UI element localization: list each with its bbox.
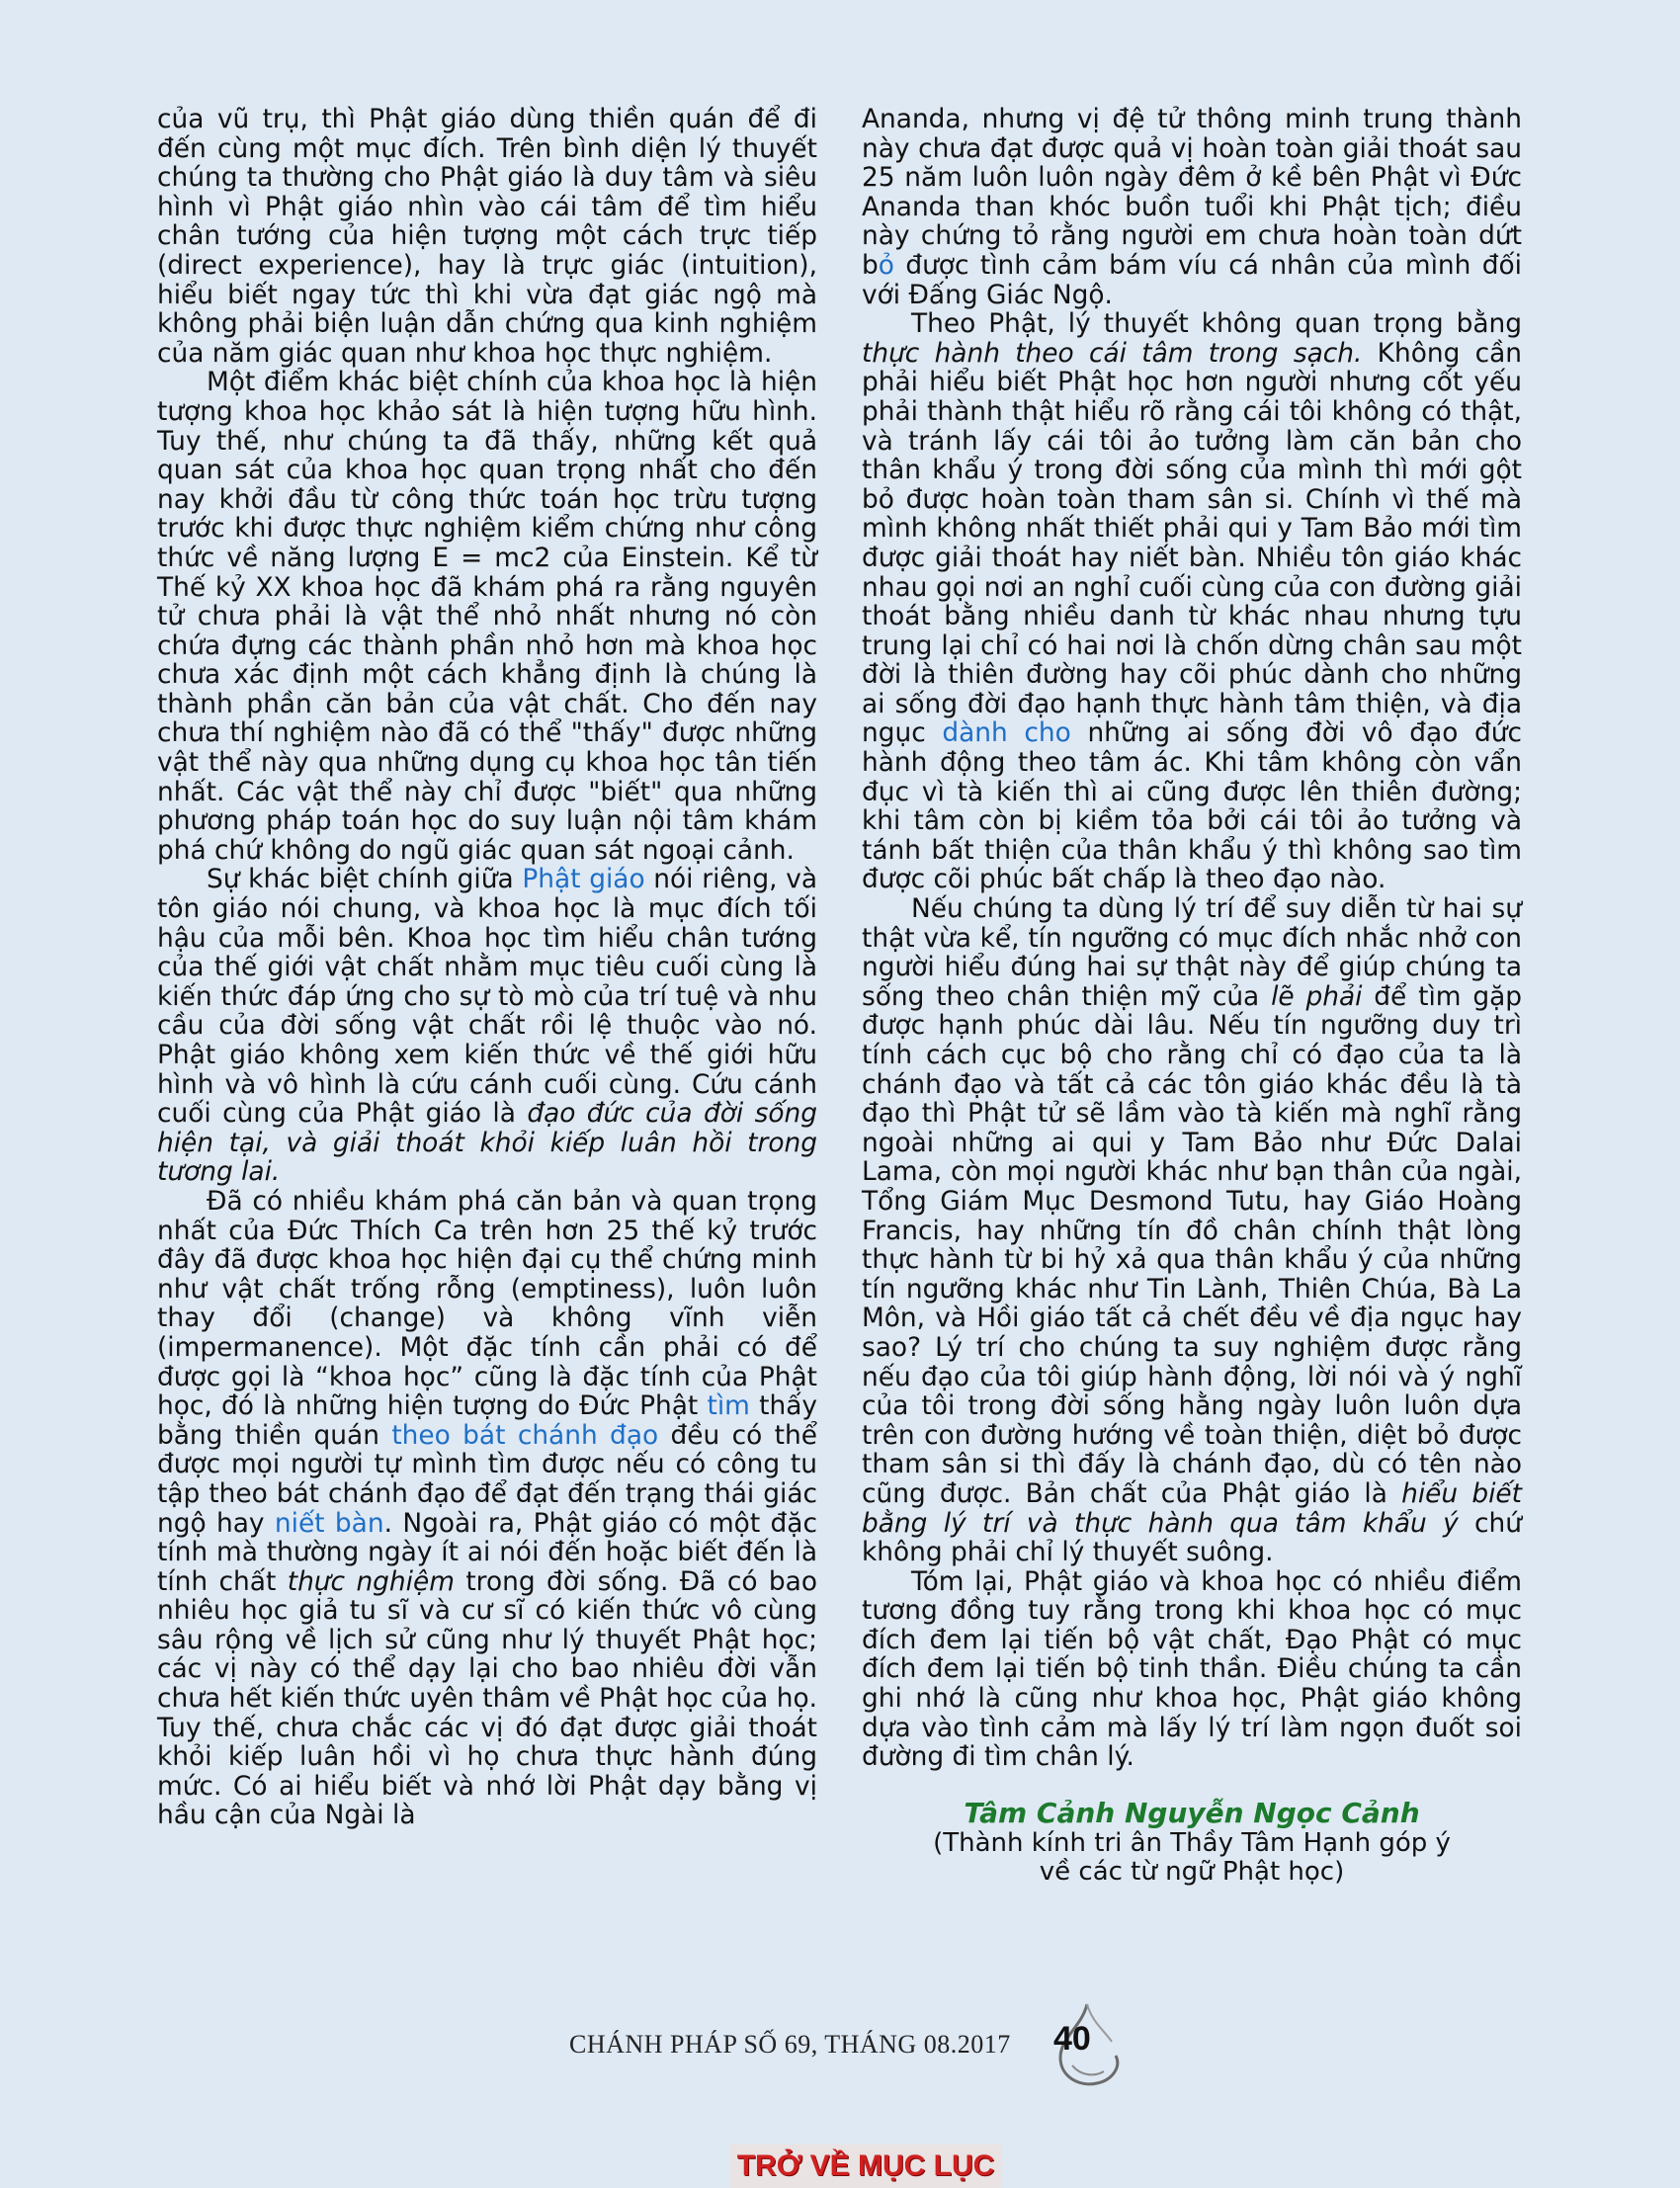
link-tim[interactable]: tìm xyxy=(707,1390,750,1422)
link-theo-bat-chanh-dao[interactable]: theo bát chánh đạo xyxy=(391,1419,659,1451)
emphasis: hiểu biết bằng lý trí và thực hành qua tâm khẩu ý xyxy=(862,1477,1522,1539)
text: thấy bằng thiền quán xyxy=(157,1390,817,1451)
page-number: 40 xyxy=(1053,2020,1091,2058)
author-name: Tâm Cảnh Nguyễn Ngọc Cảnh xyxy=(964,1796,1420,1829)
paragraph xyxy=(157,1187,817,1830)
publication-footer: CHÁNH PHÁP SỐ 69, THÁNG 08.2017 xyxy=(569,2030,1011,2059)
link-niet-ban[interactable]: niết bàn xyxy=(274,1507,384,1539)
paragraph: của vũ trụ, thì Phật giáo dùng thiền quán để đi đến cùng một mục đích. Trên bình diện lý thuyết chúng ta thường cho Phật giáo là duy tâm và siêu hình vì Phật giáo nhìn vào cái tâm để tìm hiểu chân tướng của hiện tượng một cách trực tiếp (direct experience), hay là trực giác (intuition), hiểu biết ngay tức thì khi vừa đạt giác ngộ mà không phải biện luận dẫn chứng qua kinh nghiệm của năm giác quan như khoa học thực nghiệm. xyxy=(157,104,817,369)
text: những ai sống đời vô đạo đức hành động theo tâm ác. Khi tâm không còn vẩn đục vì tà kiến thì ai cũng được lên thiên đường; khi tâm còn bị kiềm tỏa bởi cái tôi ảo tưởng và tánh bất thiện của thân khẩu ý thì không sao tìm được cõi phúc bất chấp là theo đạo nào. xyxy=(862,717,1522,895)
author-note: về các từ ngữ Phật học) xyxy=(1039,1856,1345,1887)
text: Nếu chúng ta dùng lý trí để suy diễn từ hai sự thật vừa kể, tín ngưỡng có mục đích nhắc nhở con người hiểu đúng hai sự thật này để giúp chúng ta sống theo chân thiện mỹ của xyxy=(862,893,1522,1012)
left-column xyxy=(157,105,817,1830)
text: chứ không phải chỉ lý thuyết suông. xyxy=(862,1507,1522,1568)
right-column xyxy=(862,105,1522,1887)
paragraph xyxy=(862,105,1522,309)
link-danh-cho[interactable]: dành cho xyxy=(942,717,1071,749)
paragraph: Một điểm khác biệt chính của khoa học là hiện tượng khoa học khảo sát là hiện tượng hữu hình. Tuy thế, như chúng ta đã thấy, những kết quả quan sát của khoa học quan trọng nhất cho đến nay khởi đầu từ công thức toán học trừu tượng trước khi được thực nghiệm kiểm chứng như công thức về năng lượng E = mc2 của Einstein. Kể từ Thế kỷ XX khoa học đã khám phá ra rằng nguyên tử chưa phải là vật thể nhỏ nhất nhưng nó còn chứa đựng các thành phần nhỏ hơn mà khoa học chưa xác định một cách khẳng định là chúng là thành phần căn bản của vật chất. Cho đến nay chưa thí nghiệm nào đã có thể "thấy" được những vật thể này qua những dụng cụ khoa học tân tiến nhất. Các vật thể này chỉ được "biết" qua những phương pháp toán học do suy luận nội tâm khám phá chứ không do ngũ giác quan sát ngoại cảnh. xyxy=(157,367,817,866)
text: Ananda, nhưng vị đệ tử thông minh trung thành này chưa đạt được quả vị hoàn toàn giải thoát sau 25 năm luôn luôn ngày đêm ở kề bên Phật vì Đức Ananda than khóc buồn tuổi khi Phật tịch; điều này chứng tỏ rằng người em chưa hoàn toàn dứt b xyxy=(862,104,1522,281)
text: Không cần phải hiểu biết Phật học hơn người nhưng cốt yếu phải thành thật hiểu rõ rằng cái tôi không có thật, và tránh lấy cái tôi ảo tưởng làm căn bản cho thân khẩu ý trong đời sống của mình thì mới gột bỏ được hoàn toàn tham sân si. Chính vì thế mà mình không nhất thiết phải qui y Tam Bảo mới tìm được giải thoát hay niết bàn. Nhiều tôn giáo khác nhau gọi nơi an nghỉ cuối cùng của con đường giải thoát bằng nhiều danh từ khác nhau nhưng tựu trung lại chỉ có hai nơi là chốn dừng chân sau một đời là thiên đường hay cõi phúc dành cho những ai sống đời đạo hạnh thực hành tâm thiện, và địa ngục xyxy=(862,337,1523,749)
paragraph: Tóm lại, Phật giáo và khoa học có nhiều điểm tương đồng tuy rằng trong khi khoa học có mục đích đem lại tiến bộ vật chất, Đạo Phật có mục đích đem lại tiến bộ tinh thần. Điều chúng ta cần ghi nhớ là cũng như khoa học, Phật giáo không dựa vào tình cảm mà lấy lý trí làm ngọn đuốt soi đường đi tìm chân lý. xyxy=(862,1565,1522,1773)
text: trong đời sống. Đã có bao nhiêu học giả tu sĩ và cư sĩ có kiến thức vô cùng sâu rộng về lịch sử cũng như lý thuyết Phật học; các vị này có thể dạy lại cho bao nhiêu đời vẫn chưa hết kiến thức uyên thâm về Phật học của họ. Tuy thế, chưa chắc các vị đó đạt được giải thoát khỏi kiếp luân hồi vì họ chưa thực hành đúng mức. Có ai hiểu biết và nhớ lời Phật dạy bằng vị hầu cận của Ngài là xyxy=(157,1565,817,1831)
emphasis: thực nghiệm xyxy=(287,1565,455,1597)
text: nói riêng, và tôn giáo nói chung, và khoa học là mục đích tối hậu của mỗi bên. Khoa học tìm hiểu chân tướng của thế giới vật chất nhằm mục tiêu cuối cùng là kiến thức đáp ứng cho sự tò mò của trí tuệ và nhu cầu của đời sống vật chất rồi lệ thuộc vào nó. Phật giáo không xem kiến thức về thế giới hữu hình và vô hình là cứu cánh cuối cùng. Cứu cánh cuối cùng của Phật giáo là xyxy=(157,864,817,1130)
text: Đã có nhiều khám phá căn bản và quan trọng nhất của Đức Thích Ca trên hơn 25 thế kỷ trước đây đã được khoa học hiện đại cụ thể chứng minh như vật chất trống rỗng (emptiness), luôn luôn thay đổi (change) và không vĩnh viễn (impermanence). Một đặc tính cần phải có để được gọi là “khoa học” cũng là đặc tính của Phật học, đó là những hiện tượng do Đức Phật xyxy=(157,1185,817,1422)
back-to-contents-button[interactable]: TRỞ VỀ MỤC LỤC xyxy=(729,2145,1002,2188)
text: đều có thể được mọi người tự mình tìm được nếu có công tu tập theo bát chánh đạo để đạt đến trạng thái giác ngộ hay xyxy=(157,1419,817,1539)
text: Sự khác biệt chính giữa xyxy=(207,864,523,895)
text: Theo Phật, lý thuyết không quan trọng bằng xyxy=(911,308,1522,340)
author-note: (Thành kính tri ân Thầy Tâm Hạnh góp ý xyxy=(933,1827,1451,1858)
paragraph xyxy=(862,309,1522,894)
emphasis: thực hành theo cái tâm trong sạch. xyxy=(862,337,1363,369)
emphasis: đạo đức của đời sống hiện tại, và giải thoát khỏi kiếp luân hồi trong tương lai. xyxy=(157,1098,817,1188)
link-phat-giao[interactable]: Phật giáo xyxy=(522,864,645,895)
paragraph xyxy=(157,865,817,1187)
text: . Ngoài ra, Phật giáo có một đặc tính mà thường ngày ít ai nói đến hoặc biết đến là tính chất xyxy=(157,1507,817,1597)
emphasis: lẽ phải xyxy=(1271,980,1363,1012)
signature-block xyxy=(862,1798,1522,1887)
text: để tìm gặp được hạnh phúc dài lâu. Nếu tín ngưỡng duy trì tính cách cục bộ cho rằng chỉ có đạo của ta là chánh đạo và tất cả các tôn giáo khác đều là tà đạo thì Phật tử sẽ lầm vào tà kiến mà nghĩ rằng ngoài những ai qui y Tam Bảo như Đức Dalai Lama, còn mọi người khác như bạn thân của ngài, Tổng Giám Mục Desmond Tutu, hay Giáo Hoàng Francis, hay những tín đồ chân chính thật lòng thực hành từ bi hỷ xả qua thân khẩu ý của những tín ngưỡng khác như Tin Lành, Thiên Chúa, Bà La Môn, và Hồi giáo tất cả chết đều về địa ngục hay sao? Lý trí cho chúng ta suy nghiệm được rằng nếu đạo của tôi giúp hành động, lời nói và ý nghĩ của tôi trong đời sống hằng ngày luôn luôn dựa trên con đường hướng về toàn thiện, diệt bỏ được tham sân si thì đấy là chánh đạo, dù có tên nào cũng được. Bản chất của Phật giáo là xyxy=(862,980,1522,1509)
paragraph xyxy=(862,894,1522,1567)
link-bo[interactable]: ỏ xyxy=(878,249,894,281)
text: được tình cảm bám víu cá nhân của mình đối với Đấng Giác Ngộ. xyxy=(862,249,1522,310)
